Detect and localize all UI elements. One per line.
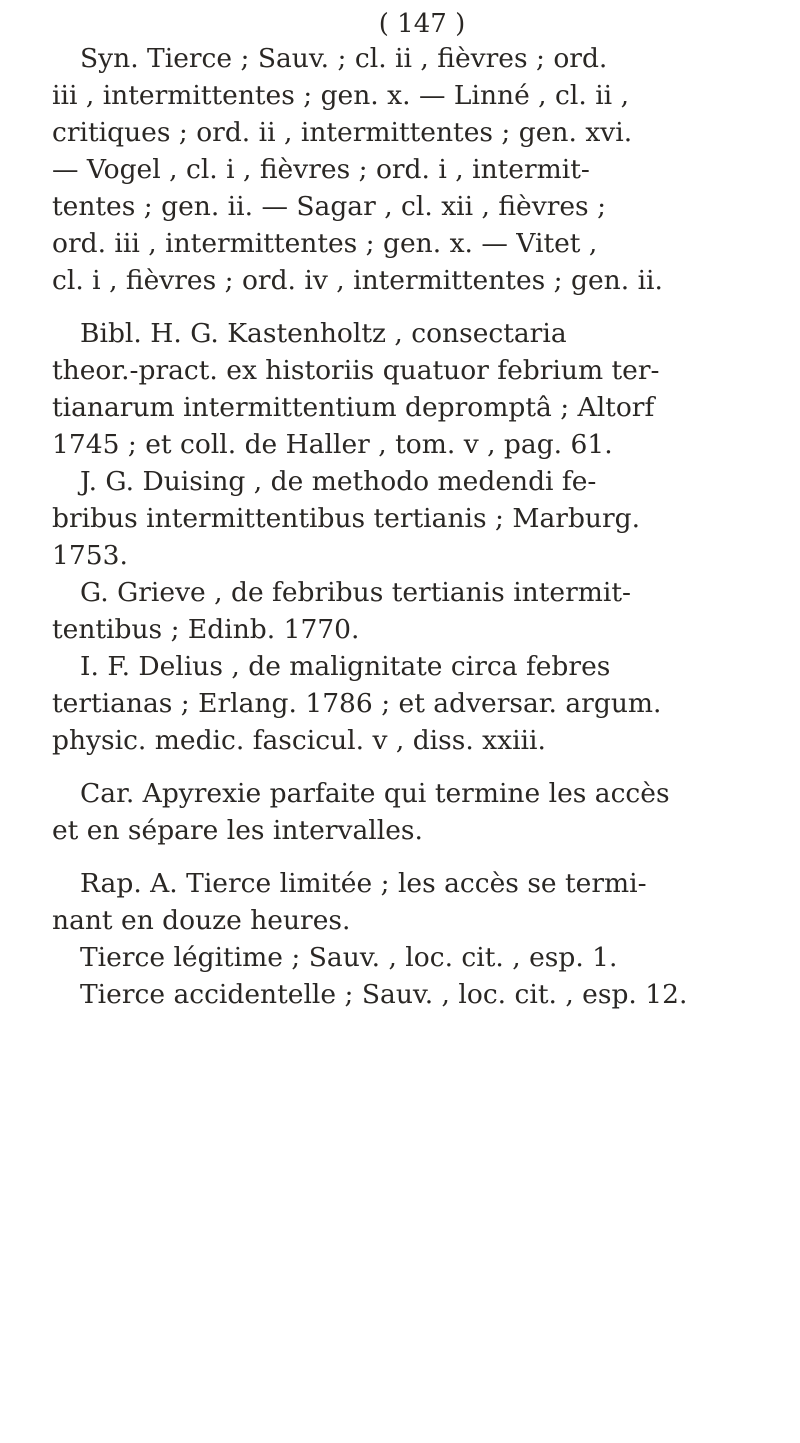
text-line: critiques ; ord. ii , intermittentes ; gen. xvi. — [52, 117, 633, 148]
text-line: tianarum intermittentium depromptâ ; Altorf — [52, 392, 655, 423]
text-line: bribus intermittentibus tertianis ; Marburg. — [52, 503, 641, 534]
text-line: Tierce légitime ; Sauv. , loc. cit. , esp. 1. — [80, 942, 618, 973]
document-page — [52, 8, 772, 1013]
text-line: iii , intermittentes ; gen. x. — Linné , cl. ii , — [52, 80, 629, 111]
synonyms-paragraph — [52, 40, 772, 299]
paragraph-gap — [52, 849, 772, 865]
paragraph-gap — [52, 299, 772, 315]
text-line: tertianas ; Erlang. 1786 ; et adversar. argum. — [52, 688, 662, 719]
text-line: Syn. Tierce ; Sauv. ; cl. ii , fièvres ; ord. — [80, 43, 608, 74]
text-line: Car. Apyrexie parfaite qui termine les accès — [80, 778, 670, 809]
text-line: tentibus ; Edinb. 1770. — [52, 614, 360, 645]
text-line: cl. i , fièvres ; ord. iv , intermittentes ; gen. ii. — [52, 265, 663, 296]
text-line: Tierce accidentelle ; Sauv. , loc. cit. , esp. 12. — [80, 979, 688, 1010]
text-line: physic. medic. fascicul. v , diss. xxiii. — [52, 725, 546, 756]
text-line: et en sépare les intervalles. — [52, 815, 423, 846]
text-line: J. G. Duising , de methodo medendi fe- — [80, 466, 597, 497]
paragraph-gap — [52, 759, 772, 775]
text-line: theor.-pract. ex historiis quatuor febrium ter- — [52, 355, 660, 386]
characters-paragraph — [52, 775, 772, 849]
text-line: — Vogel , cl. i , fièvres ; ord. i , intermit- — [52, 154, 590, 185]
text-line: G. Grieve , de febribus tertianis intermit- — [80, 577, 631, 608]
text-line: Rap. A. Tierce limitée ; les accès se termi- — [80, 868, 647, 899]
relations-paragraph — [52, 865, 772, 1013]
text-line: ord. iii , intermittentes ; gen. x. — Vitet , — [52, 228, 598, 259]
text-line: 1753. — [52, 540, 128, 571]
bibliography-paragraph — [52, 315, 772, 759]
text-line: tentes ; gen. ii. — Sagar , cl. xii , fièvres ; — [52, 191, 607, 222]
page-number: ( 147 ) — [378, 9, 466, 39]
text-line: nant en douze heures. — [52, 905, 351, 936]
text-line: Bibl. H. G. Kastenholtz , consectaria — [80, 318, 567, 349]
text-line: I. F. Delius , de malignitate circa febres — [80, 651, 611, 682]
text-line: 1745 ; et coll. de Haller , tom. v , pag. 61. — [52, 429, 613, 460]
